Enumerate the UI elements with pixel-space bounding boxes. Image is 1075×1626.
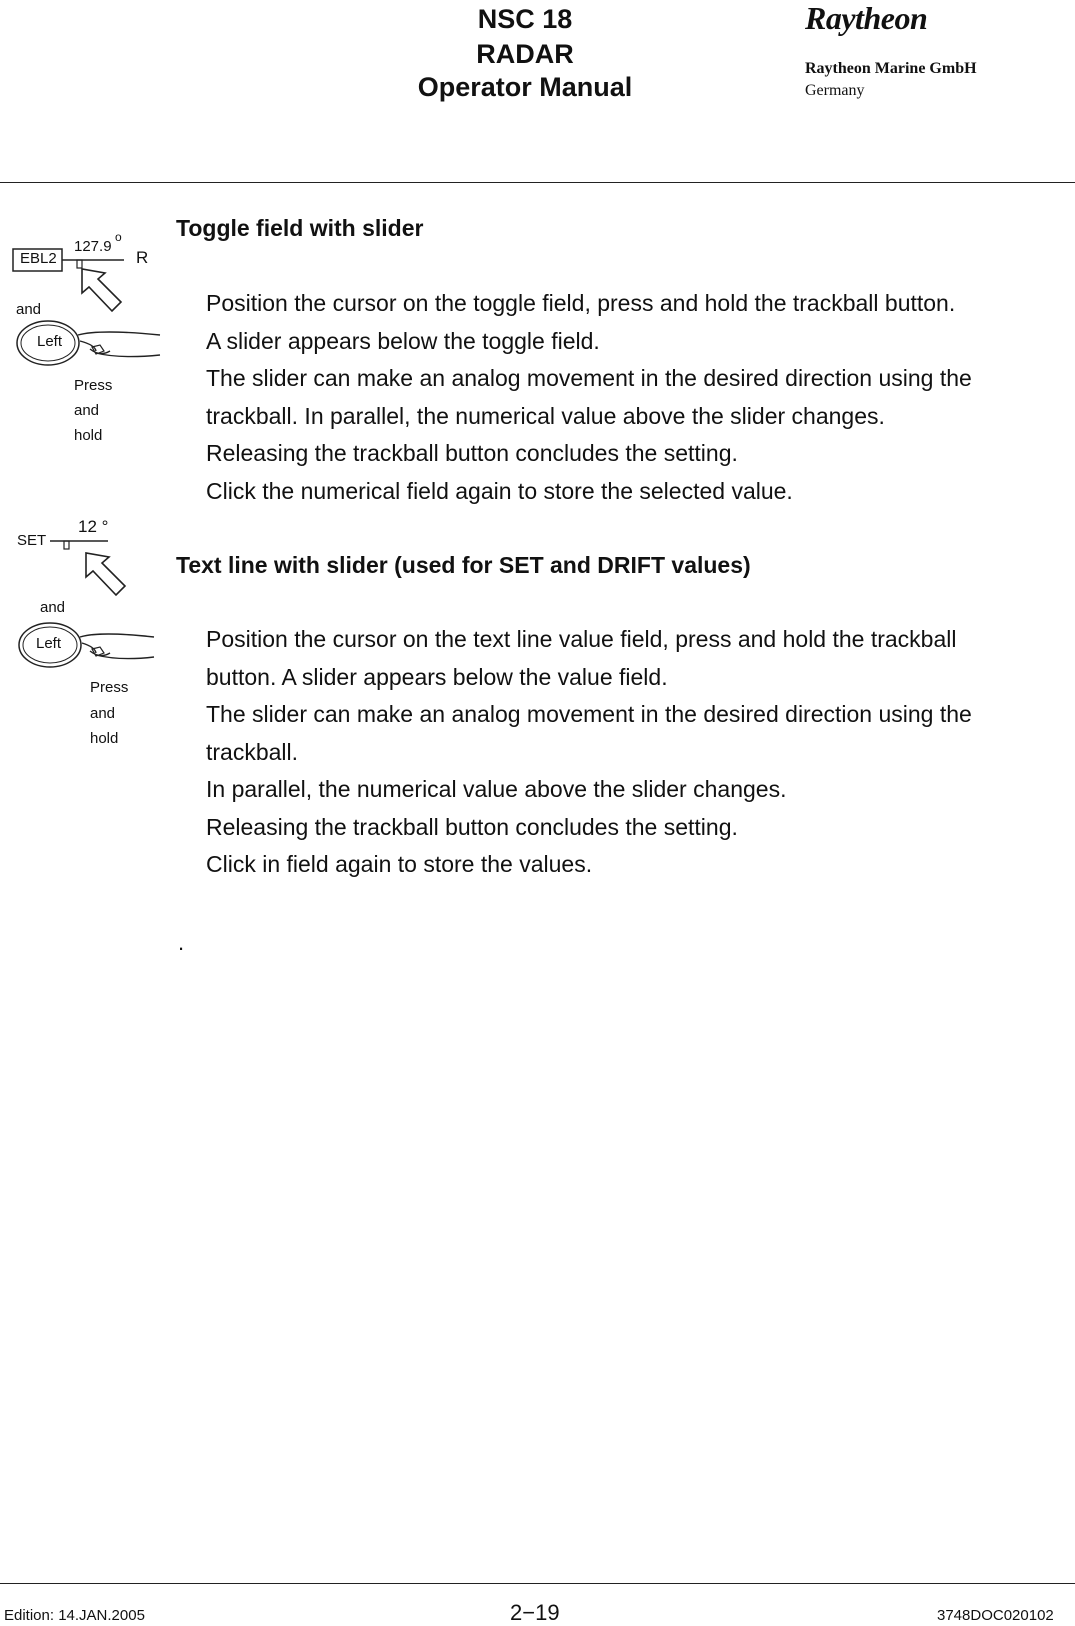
and-label: and xyxy=(74,402,100,419)
paragraph-line: The slider can make an analog movement in the desired direction using the xyxy=(206,701,972,727)
paragraph-line: A slider appears below the toggle field. xyxy=(206,327,600,354)
press-label: Press xyxy=(74,377,113,394)
figure-text-line-graphic xyxy=(0,515,170,750)
company-country: Germany xyxy=(805,82,865,99)
hand-finger-icon xyxy=(80,634,154,659)
footer-rule xyxy=(0,1583,1075,1584)
brand-logo: Raytheon xyxy=(805,0,928,36)
paragraph-line: trackball. xyxy=(206,738,299,765)
set-value: 12 ° xyxy=(78,517,109,536)
and-label: and xyxy=(90,705,116,722)
header-product: NSC 18 xyxy=(477,4,573,34)
left-button-label: Left xyxy=(36,635,62,652)
left-button-label: Left xyxy=(37,333,63,350)
header-manual-title: Operator Manual xyxy=(417,72,633,102)
set-label: SET xyxy=(17,532,47,549)
slider-knob xyxy=(64,541,69,549)
slider-knob xyxy=(77,260,82,268)
paragraph-line: Position the cursor on the text line value field, press and hold the trackball xyxy=(206,626,957,652)
paragraph-line: trackball. In parallel, the numerical value above the slider changes. xyxy=(206,402,885,429)
cursor-arrow-icon xyxy=(86,553,125,595)
figure-toggle-field-graphic xyxy=(0,235,170,455)
edition-date: Edition: 14.JAN.2005 xyxy=(4,1607,145,1624)
degree-symbol: o xyxy=(115,230,122,244)
header-rule xyxy=(0,182,1075,183)
header-radar: RADAR xyxy=(476,39,574,69)
trailing-dot: . xyxy=(178,930,185,955)
cursor-arrow-icon xyxy=(82,269,121,311)
press-label: Press xyxy=(90,679,129,696)
hand-finger-icon xyxy=(78,332,160,357)
page-number: 2−19 xyxy=(510,1600,560,1625)
document-id: 3748DOC020102 xyxy=(937,1607,1054,1624)
section-body-toggle-field xyxy=(206,285,1066,510)
section-body-text-line xyxy=(206,621,1066,884)
and-label: and xyxy=(16,301,42,318)
figure-text-line xyxy=(0,515,170,750)
paragraph-line: Position the cursor on the toggle field, press and hold the trackball button. xyxy=(206,290,956,316)
and-label: and xyxy=(40,599,66,616)
range-unit-label: R xyxy=(136,248,149,267)
paragraph-line: Click in field again to store the values. xyxy=(206,851,593,877)
company-name: Raytheon Marine GmbH xyxy=(805,60,977,77)
paragraph-line: Releasing the trackball button concludes the setting. xyxy=(206,813,738,840)
hold-label: hold xyxy=(90,730,119,747)
paragraph-line: Releasing the trackball button concludes the setting. xyxy=(206,440,738,466)
figure-toggle-field xyxy=(0,230,170,455)
paragraph-line: In parallel, the numerical value above the slider changes. xyxy=(206,776,787,802)
hold-label: hold xyxy=(74,427,103,444)
section-heading-text-line: Text line with slider (used for SET and DRIFT values) xyxy=(176,552,751,578)
paragraph-line: button. A slider appears below the value field. xyxy=(206,663,668,690)
ebl2-value: 127.9 xyxy=(74,238,112,255)
paragraph-line: The slider can make an analog movement in the desired direction using the xyxy=(206,365,972,391)
paragraph-line: Click the numerical field again to store the selected value. xyxy=(206,477,793,504)
section-heading-toggle-field: Toggle field with slider xyxy=(176,215,424,241)
ebl2-label: EBL2 xyxy=(20,250,57,267)
